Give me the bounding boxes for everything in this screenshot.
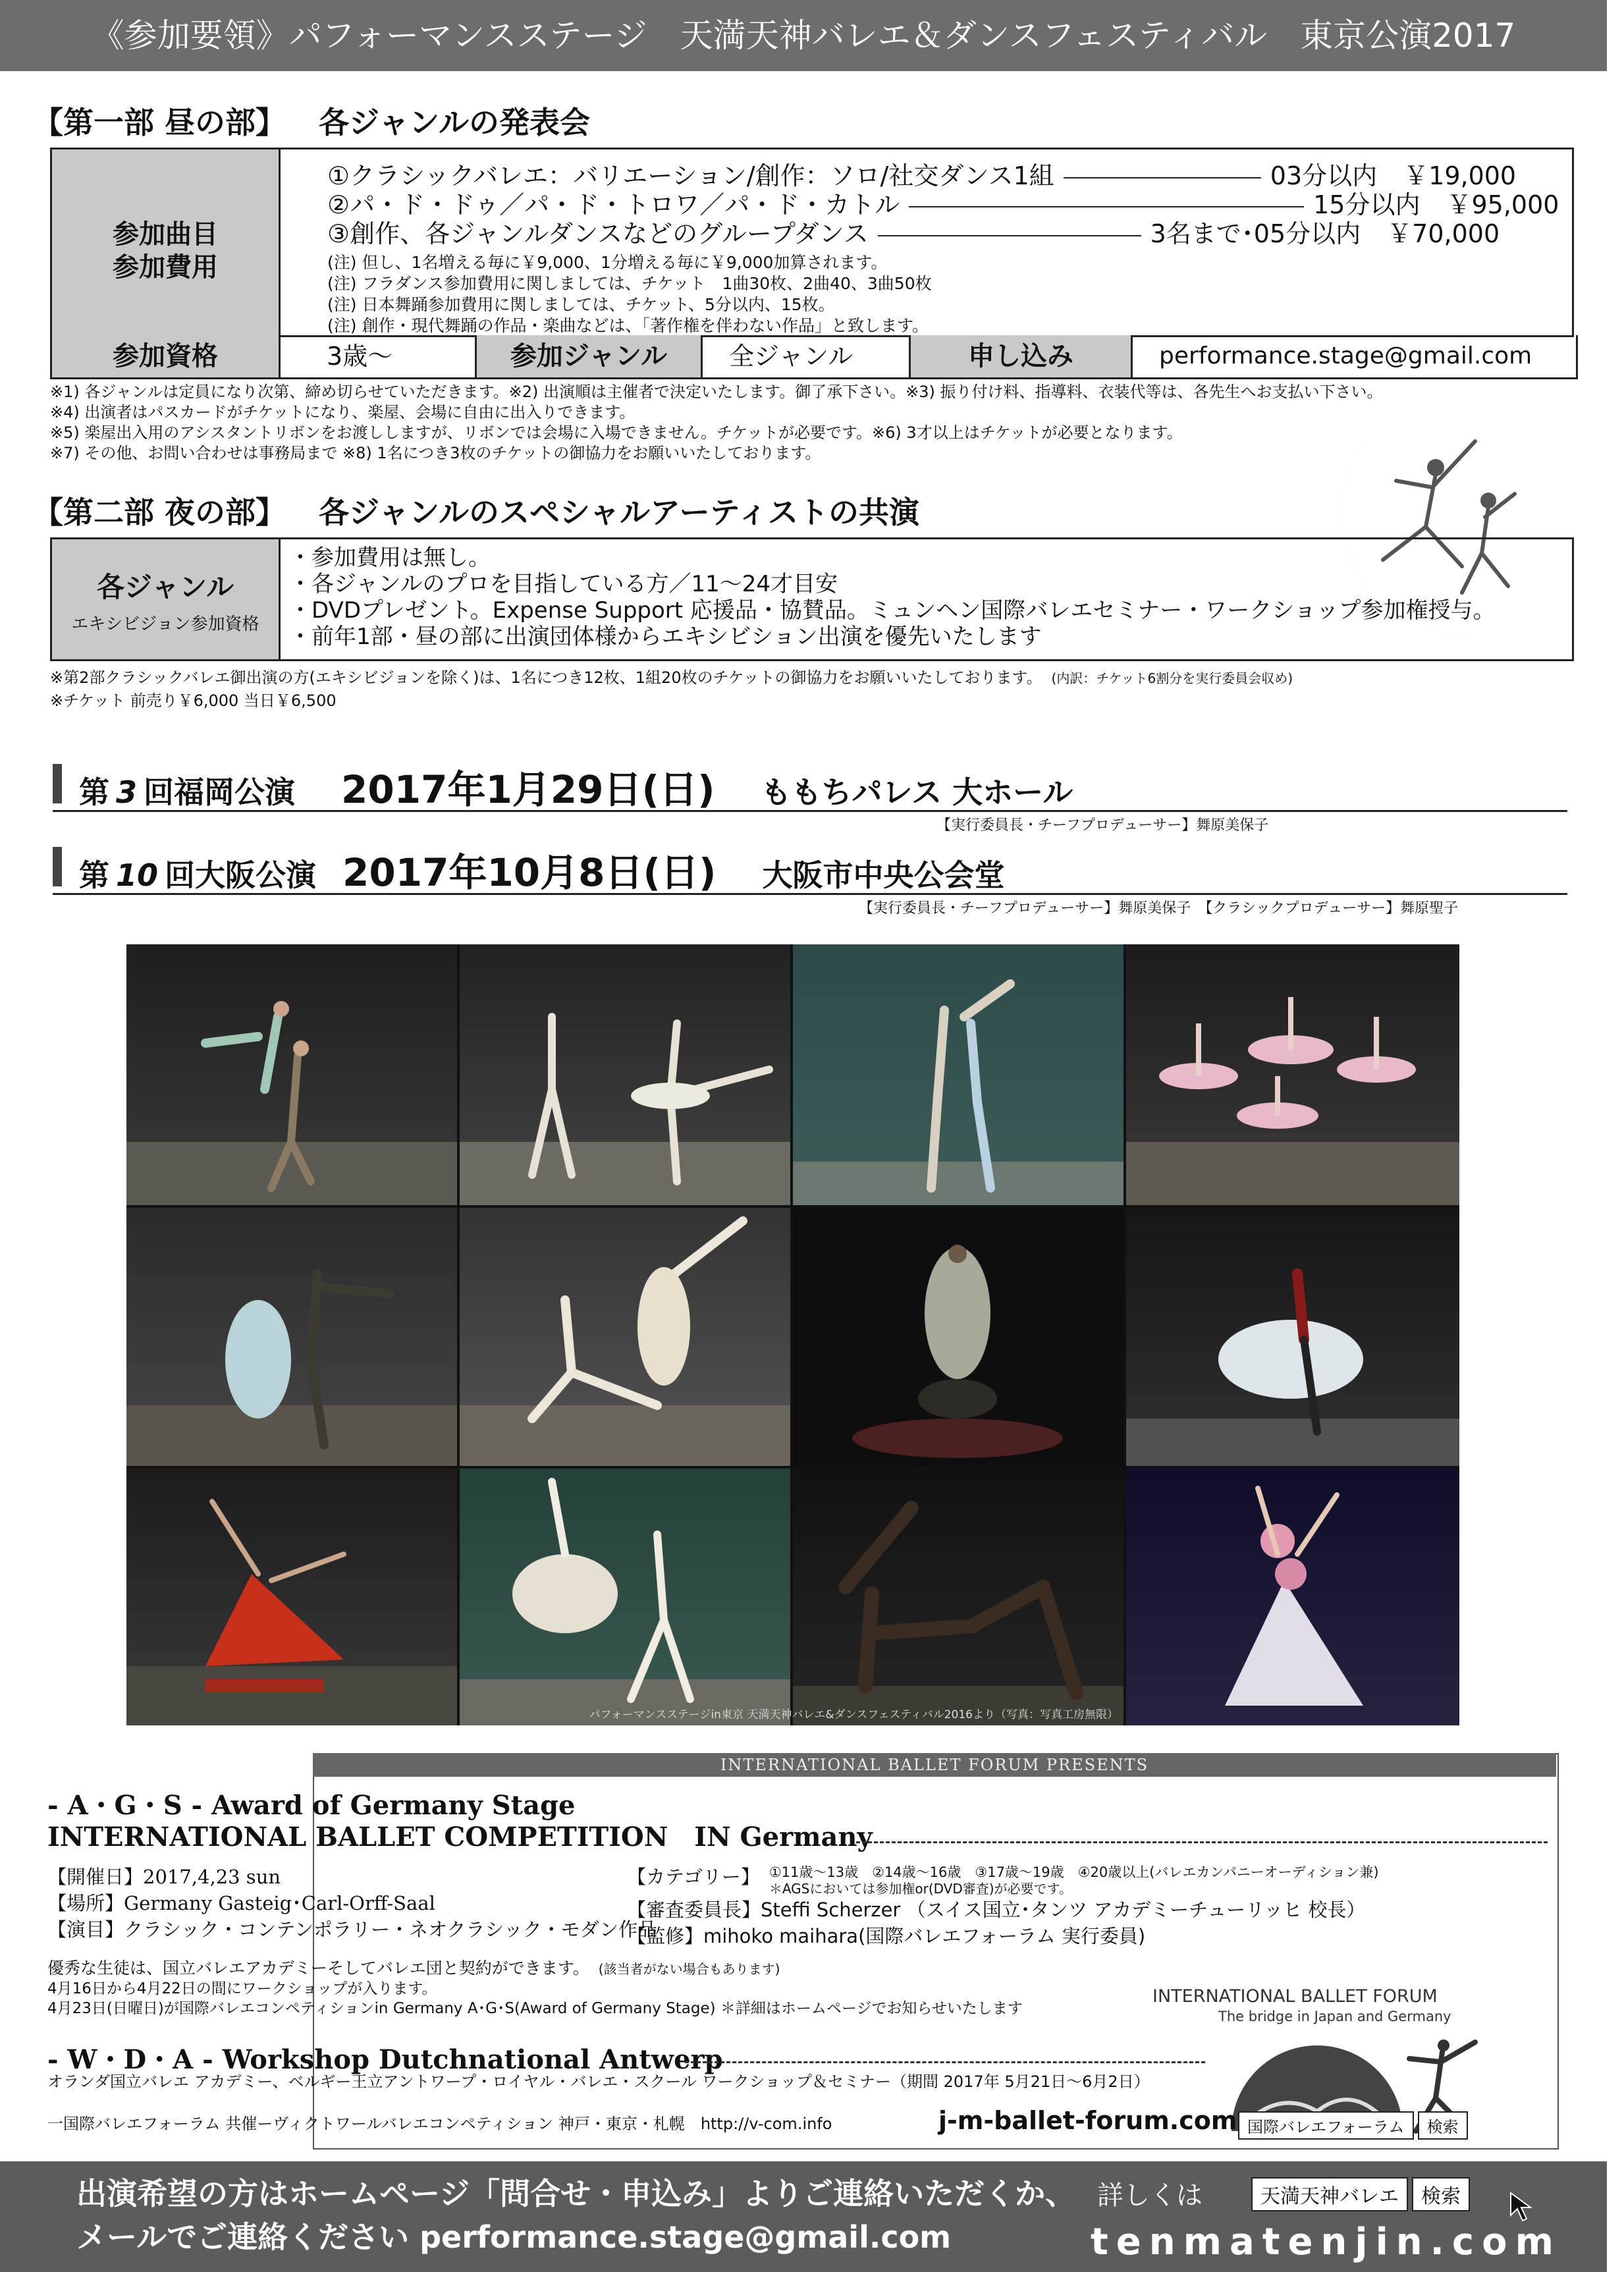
- part2-label: 【第二部 夜の部】: [33, 495, 286, 530]
- footer-bar: [0, 2161, 1607, 2272]
- wda-title: - W・D・A - Workshop Dutchnational Antwerp: [47, 2044, 723, 2075]
- event-label: 第: [79, 857, 109, 893]
- footer-line-1: 出演希望の方はホームページ「問合せ・申込み」よりご連絡いただくか、: [76, 2176, 1076, 2211]
- header-bar: [0, 0, 1607, 71]
- event-number: 3: [116, 774, 138, 810]
- ags-title-1: - A・G・S - Award of Germany Stage: [47, 1790, 576, 1821]
- part2-item: ・各ジャンルのプロを目指している方／11～24才目安: [289, 571, 838, 597]
- footnote: ※第2部クラシックバレエ御出演の方(エキシビジョンを除く)は、1名につき12枚、1組20枚のチケットの御協力をお願いいたしております。: [50, 668, 1042, 687]
- wda-text: オランダ国立バレエ アカデミー、ベルギー王立アントワープ・ロイヤル・バレエ・スクール ワークショップ＆セミナー（期間 2017年 5月21日～6月2日）: [47, 2072, 1150, 2091]
- part2-box-sublabel: エキシビジョン参加資格: [71, 614, 259, 634]
- forum-name: INTERNATIONAL BALLET FORUM: [1152, 1986, 1438, 2007]
- footer-search-box[interactable]: [1251, 2177, 1470, 2211]
- forum-site-url[interactable]: j-m-ballet-forum.com: [938, 2106, 1237, 2135]
- fee-item-2: [327, 190, 1559, 219]
- forum-search-button[interactable]: 検索: [1418, 2111, 1468, 2140]
- part1-footnotes: [50, 382, 1382, 464]
- fee-item-3: [327, 219, 1546, 248]
- part2-item: ・前年1部・昼の部に出演団体様からエキシビション出演を優先いたします: [289, 624, 1042, 650]
- ags-info-left: [47, 1864, 657, 1943]
- ags-text-1: 優秀な生徒は、国立バレエアカデミーそしてバレエ団と契約ができます。: [47, 1959, 589, 1978]
- part1-box-label-2: 参加費用: [113, 252, 218, 283]
- ballet-photo: [126, 944, 457, 1205]
- ags-program: 【演目】クラシック・コンテンポラリー・ネオクラシック・モダン作品: [47, 1918, 657, 1941]
- ballet-photo: [1126, 1469, 1459, 1725]
- part1-heading: [33, 99, 590, 142]
- ballet-photo: [126, 1469, 457, 1725]
- ags-category-label: 【カテゴリー】: [627, 1866, 760, 1888]
- ags-info-right: [627, 1864, 1379, 1949]
- fee-note: (注) 日本舞踊参加費用に関しましては、チケット、5分以内、15枚。: [327, 295, 835, 314]
- fee-item-3-time: 3名まで･05分以内: [1150, 219, 1361, 248]
- part2-item: ・DVDプレゼント。Expense Support 応援品・協賛品。ミュンヘン国際バレエセミナー・ワークショップ参加権授与。: [289, 597, 1496, 624]
- ags-text-3: 4月23日(日曜日)が国際バレエコンペティションin Germany A･G･S(Award of Germany Stage) ＊詳細はホームページでお知らせいたします: [47, 2000, 1023, 2017]
- forum-search-input[interactable]: 国際バレエフォーラム: [1238, 2111, 1414, 2140]
- fee-note: (注) 但し、1名増える毎に￥9,000、1分増える毎に￥9,000加算されます。: [327, 253, 888, 272]
- ags-supervisor: 【監修】mihoko maihara(国際バレエフォーラム 実行委員): [627, 1925, 1146, 1947]
- ags-title-2: INTERNATIONAL BALLET COMPETITION IN Germany: [47, 1822, 873, 1853]
- part1-box-label-1: 参加曲目: [113, 219, 218, 250]
- cursor-icon: [1508, 2190, 1534, 2223]
- qual-value: 3歳～: [281, 335, 477, 377]
- ags-judge: 【審査委員長】Steffi Scherzer （スイス国立･タンツ アカデミーチューリッヒ 校長）: [627, 1899, 1366, 1921]
- part1-title: 各ジャンルの発表会: [319, 105, 590, 140]
- part1-label: 【第一部 昼の部】: [33, 105, 286, 140]
- footnote: ※チケット 前売り￥6,000 当日￥6,500: [50, 691, 337, 710]
- footnote: ※4) 出演者はパスカードがチケットになり、楽屋、会場に自由に出入りできます。: [50, 403, 636, 421]
- ballet-photo: [589, 1469, 1123, 1725]
- event-fukuoka: [53, 757, 1567, 812]
- event-date: 2017年10月8日(日): [342, 850, 717, 895]
- fee-item-2-text: ②パ・ド・ドゥ／パ・ド・トロワ／パ・ド・カトル: [327, 190, 900, 219]
- fee-item-1-fee: ￥19,000: [1403, 161, 1517, 190]
- event-credit: 【実行委員長・チーフプロデューサー】舞原美保子: [936, 817, 1269, 834]
- part1-box-label-cell: [52, 149, 281, 335]
- ballet-photo: [793, 944, 1123, 1205]
- ags-text: [47, 1959, 1023, 2018]
- fee-item-3-text: ③創作、各ジャンルダンスなどのグループダンス: [327, 219, 869, 248]
- footnote: ※7) その他、お問い合わせは事務局まで ※8) 1名につき3枚のチケットの御協力をお願いいたしております。: [50, 444, 821, 462]
- qual-label: 参加資格: [52, 335, 281, 377]
- footnote: ※5) 楽屋出入用のアシスタントリボンをお渡ししますが、リボンでは会場に入場できません。チケットが必要です。※6) 3才以上はチケットが必要となります。: [50, 423, 1183, 442]
- event-label: 回福岡公演: [144, 774, 296, 810]
- ballet-photo: [460, 944, 790, 1205]
- leader-line: [878, 235, 1141, 236]
- event-credit: 【実行委員長・チーフプロデューサー】舞原美保子 【クラシックプロデューサー】舞原聖子: [859, 900, 1459, 917]
- genre-label: 参加ジャンル: [477, 335, 703, 377]
- event-label: 回大阪公演: [165, 857, 317, 893]
- photo-caption: パフォーマンスステージin東京 天満天神バレエ&ダンスフェスティバル2016より（写真：写真工房無限）: [589, 1708, 1118, 1721]
- ags-presents-bar: [313, 1753, 1556, 1777]
- ags-text-2: 4月16日から4月22日の間にワークショップが入ります。: [47, 1980, 437, 1997]
- fee-item-3-fee: ￥70,000: [1387, 219, 1500, 248]
- fee-item-2-fee: ￥95,000: [1446, 190, 1559, 219]
- photo-grid: [126, 944, 1459, 1725]
- part2-item: ・参加費用は無し。: [289, 545, 491, 571]
- event-number: 10: [116, 857, 159, 893]
- footer-line-2: メールでご連絡ください performance.stage@gmail.com: [76, 2219, 952, 2255]
- ags-date: 【開催日】2017,4,23 sun: [47, 1866, 281, 1888]
- footer-message: [76, 2172, 1075, 2259]
- forum-search-box[interactable]: [1238, 2111, 1468, 2140]
- event-bar-mark: [53, 764, 62, 803]
- ags-presents: INTERNATIONAL BALLET FORUM PRESENTS: [720, 1756, 1149, 1774]
- part2-title: 各ジャンルのスペシャルアーティストの共演: [319, 495, 919, 530]
- part2-box: [50, 537, 1574, 661]
- dashed-rule: [685, 2061, 1205, 2063]
- ballet-photo: [1126, 944, 1459, 1205]
- ballet-photo: [460, 1208, 790, 1466]
- ballet-photo: [126, 1208, 457, 1466]
- footer-site-url[interactable]: tenmatenjin.com: [1091, 2221, 1561, 2263]
- fee-notes: [327, 252, 932, 337]
- part2-box-label-cell: [52, 539, 281, 659]
- ags-text-1-note: (該当者がない場合もあります): [598, 1961, 780, 1977]
- footer-search-input[interactable]: 天満天神バレエ: [1251, 2177, 1408, 2211]
- footnote-aside: (内訳：チケット6割分を実行委員会収め): [1051, 670, 1293, 686]
- leader-line: [1064, 177, 1261, 178]
- fee-note: (注) 創作・現代舞踊の作品・楽曲などは、「著作権を伴わない作品」と致します。: [327, 316, 929, 335]
- footer-detail: 詳しくは: [1097, 2180, 1203, 2211]
- leader-line: [909, 206, 1304, 207]
- apply-label: 申し込み: [911, 335, 1133, 377]
- dashed-rule: [856, 1841, 1548, 1843]
- apply-email[interactable]: performance.stage@gmail.com: [1159, 342, 1532, 369]
- fee-item-1-time: 03分以内: [1270, 161, 1378, 190]
- part2-heading: [33, 489, 919, 532]
- fee-item-2-time: 15分以内: [1313, 190, 1421, 219]
- ballet-photo: [1126, 1208, 1459, 1466]
- event-bar-mark: [53, 847, 62, 886]
- ags-organizer: 一国際バレエフォーラム 共催ーヴィクトワールバレエコンペティション 神戸・東京・札幌 http://v-com.info: [47, 2115, 832, 2133]
- part1-box: [50, 148, 1574, 337]
- ballet-photo: [460, 1469, 790, 1725]
- event-date: 2017年1月29日(日): [341, 767, 715, 812]
- event-venue: 大阪市中央公会堂: [762, 857, 1005, 893]
- genre-value: 全ジャンル: [703, 335, 911, 377]
- fee-item-1: [327, 161, 1546, 190]
- fee-note: (注) フラダンス参加費用に関しましては、チケット 1曲30枚、2曲40、3曲50枚: [327, 274, 932, 293]
- forum-tagline: The bridge in Japan and Germany: [1218, 2009, 1451, 2024]
- ags-category-note: ＊AGSにおいては参加権or(DVD審査)が必要です。: [769, 1881, 1072, 1897]
- ags-place: 【場所】Germany Gasteig･Carl-Orff-Saal: [47, 1892, 435, 1914]
- event-osaka: [53, 840, 1567, 895]
- fee-item-1-text: ①クラシックバレエ：バリエーション/創作：ソロ/社交ダンス1組: [327, 161, 1054, 190]
- footer-search-button[interactable]: 検索: [1412, 2177, 1470, 2211]
- event-venue: ももちパレス 大ホール: [761, 774, 1073, 810]
- ballet-photo: [793, 1208, 1123, 1466]
- footnote: ※1) 各ジャンルは定員になり次第、締め切らせていただきます。※2) 出演順は主催者で決定いたします。御了承下さい。※3) 振り付け料、指導料、衣装代等は、各先生へお支払い下さい。: [50, 383, 1383, 401]
- part2-box-label: 各ジャンル: [96, 571, 234, 603]
- event-label: 第: [79, 774, 109, 810]
- part1-qualification-row: [50, 335, 1578, 379]
- part2-footnotes: [50, 666, 1293, 712]
- header-title: 《参加要領》パフォーマンスステージ 天満天神バレエ＆ダンスフェスティバル 東京公演2017: [91, 16, 1516, 55]
- ags-category-values: ①11歳～13歳 ②14歳～16歳 ③17歳～19歳 ④20歳以上(バレエカンパニーオーディション兼): [769, 1864, 1379, 1880]
- part2-items: [289, 545, 1496, 650]
